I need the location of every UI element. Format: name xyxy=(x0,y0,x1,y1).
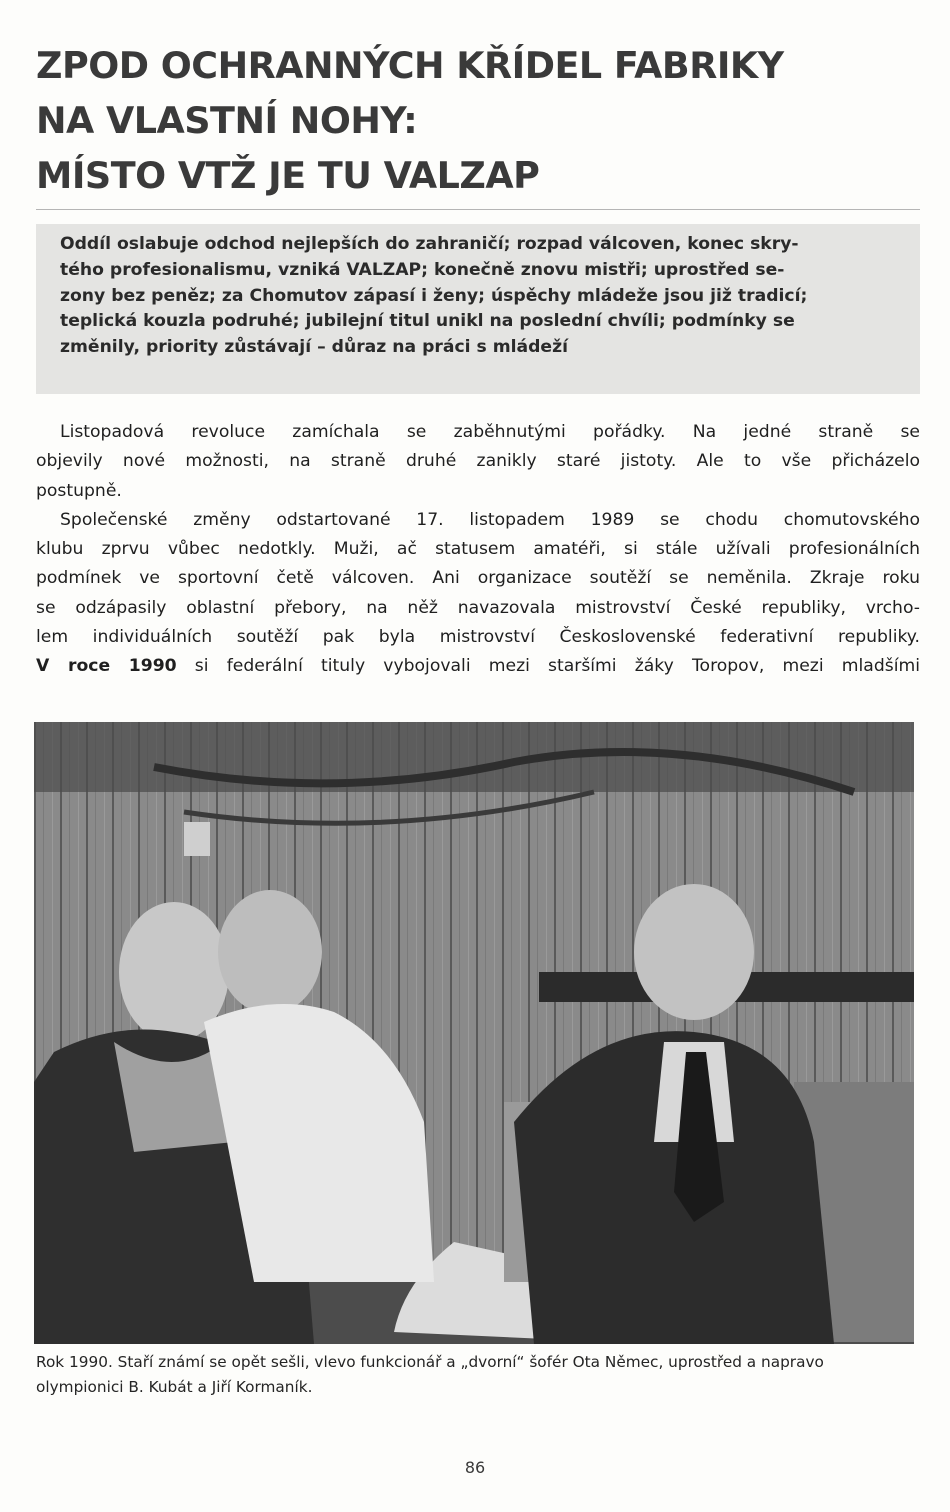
body-text xyxy=(36,418,920,682)
chapter-summary xyxy=(60,232,896,361)
summary-line: zony bez peněz; za Chomutov zápasí i ženy; úspěchy mládeže jsou již tradicí; xyxy=(60,285,808,306)
text-line: se odzápasily oblastní přebory, na něž navazovala mistrovství České republiky, vrcho- xyxy=(36,597,920,618)
wall-notice xyxy=(184,822,210,856)
chapter-title-line: NA VLASTNÍ NOHY: xyxy=(36,99,418,142)
chapter-title-line: MÍSTO VTŽ JE TU VALZAP xyxy=(36,154,540,197)
text-line: klubu zprvu vůbec nedotkly. Muži, ač statusem amatéři, si stále užívali profesionálních xyxy=(36,539,920,560)
summary-line: změnily, priority zůstávají – důraz na práci s mládeží xyxy=(60,337,568,358)
year-highlight: V roce 1990 xyxy=(36,656,177,677)
summary-line: Oddíl oslabuje odchod nejlepších do zahraničí; rozpad válcoven, konec skry- xyxy=(60,234,799,254)
photograph xyxy=(34,722,914,1344)
text-fragment: si federální tituly vybojovali mezi staršími žáky Toropov, mezi mladšími xyxy=(176,656,920,677)
title-divider xyxy=(36,209,920,210)
summary-line: tého profesionalismu, vzniká VALZAP; konečně znovu mistři; uprostřed se- xyxy=(60,259,785,280)
photo-caption xyxy=(36,1350,926,1400)
paragraph xyxy=(36,418,920,506)
caption-line: Rok 1990. Staří známí se opět sešli, vlevo funkcionář a „dvorní“ šofér Ota Němec, uprostřed a napravo xyxy=(36,1353,824,1371)
text-line: podmínek ve sportovní četě válcoven. Ani organizace soutěží se neměnila. Zkraje roku xyxy=(36,568,920,589)
page-number: 86 xyxy=(464,1458,486,1477)
caption-line: olympionici B. Kubát a Jiří Kormaník. xyxy=(36,1378,313,1396)
text-line: postupně. xyxy=(36,480,122,501)
chapter-summary-box xyxy=(36,224,920,394)
text-line: objevily nové možnosti, na straně druhé zanikly staré jistoty. Ale to vše přicházelo xyxy=(36,451,920,472)
summary-line: teplická kouzla podruhé; jubilejní titul unikl na poslední chvíli; podmínky se xyxy=(60,311,795,332)
text-line: Listopadová revoluce zamíchala se zaběhnutými pořádky. Na jedné straně se xyxy=(60,422,920,442)
paragraph xyxy=(36,506,920,682)
text-line: Společenské změny odstartované 17. listopadem 1989 se chodu chomutovského xyxy=(60,509,920,530)
chapter-title xyxy=(36,38,916,203)
chapter-title-line: ZPOD OCHRANNÝCH KŘÍDEL FABRIKY xyxy=(36,44,784,87)
photo-illustration xyxy=(34,722,914,1344)
text-line: lem individuálních soutěží pak byla mistrovství Československé federativní republiky. xyxy=(36,627,920,648)
text-line xyxy=(36,652,920,681)
